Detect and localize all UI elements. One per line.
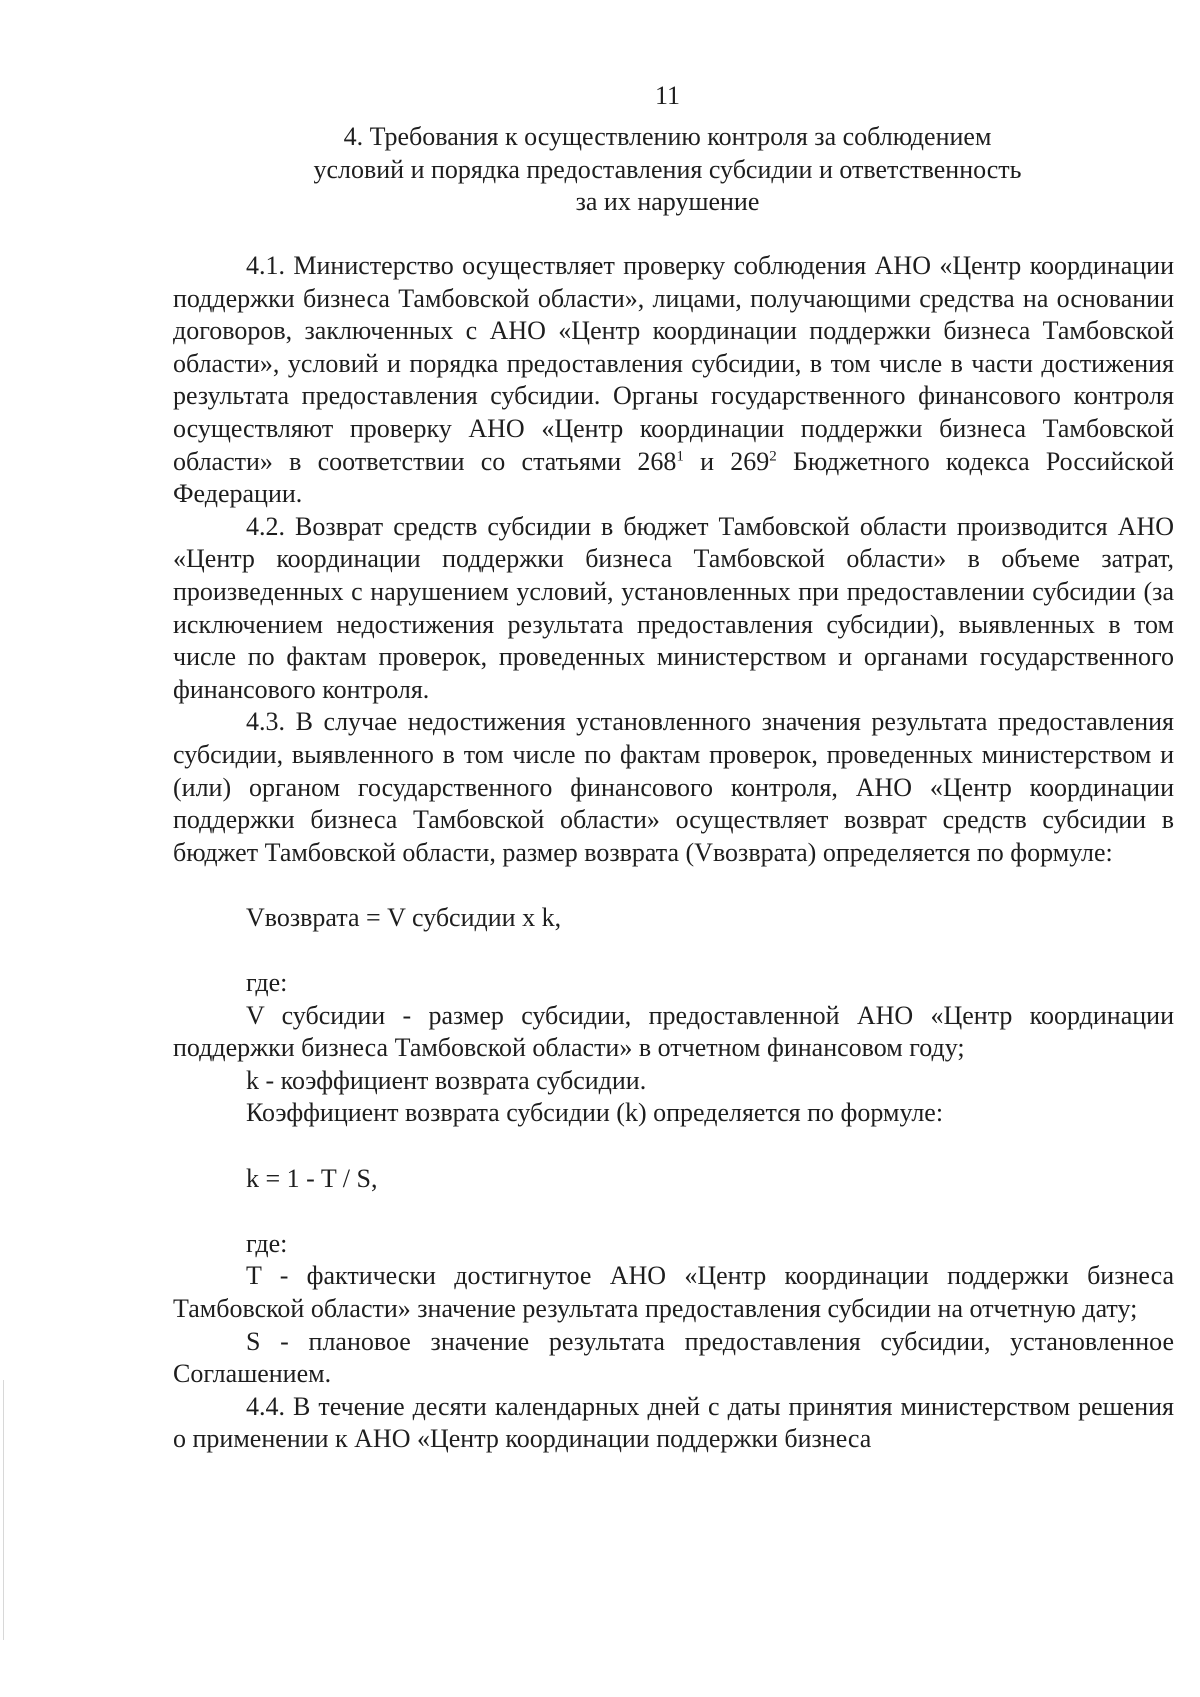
superscript-2: 2 — [769, 447, 777, 464]
paragraph-4-1-text-b: и 269 — [683, 446, 770, 476]
paragraph-4-1 — [173, 250, 1174, 511]
formula-coefficient: k = 1 - T / S, — [246, 1163, 378, 1193]
paragraph-4-2: 4.2. Возврат средств субсидии в бюджет Тамбовской области производится АНО «Центр координации поддержки бизнеса Тамбовской области» в объеме затрат, произведенных с нарушением условий, установленных при предоставлении субсидии (за исключением недостижения результата предоставления субсидии), выявленных в том числе по фактам проверок, проведенных министерством и органами государственного финансового контроля. — [173, 511, 1174, 704]
section-title-line-3: за их нарушение — [575, 187, 760, 216]
paragraph-4-1-text-a: 4.1. Министерство осуществляет проверку соблюдения АНО «Центр координации поддержки бизнеса Тамбовской области», лицами, получающими средства на основании договоров, заключенных с АНО «Центр координации поддержки бизнеса Тамбовской области», условий и порядка предоставления субсидии, в том числе в части достижения результата предоставления субсидии. Органы государственного финансового контроля осуществляют проверку АНО «Центр координации поддержки бизнеса Тамбовской области» в соответствии со статьями 268 — [173, 251, 1174, 476]
section-title-line-2: условий и порядка предоставления субсидии и ответственность — [313, 154, 1022, 184]
paragraph-4-1-text-c: Бюджетного кодекса Российской Федерации. — [173, 446, 1174, 509]
definition-s: S - плановое значение результата предоставления субсидии, установленное Соглашением. — [173, 1326, 1174, 1389]
paragraph-4-3: 4.3. В случае недостижения установленного значения результата предоставления субсидии, выявленного в том числе по фактам проверок, проведенных министерством и (или) органом государственного финансового контроля, АНО «Центр координации поддержки бизнеса Тамбовской области» осуществляет возврат средств субсидии в бюджет Тамбовской области, размер возврата (Vвозврата) определяется по формуле: — [173, 707, 1174, 867]
where-label-2: где: — [246, 1228, 288, 1258]
paragraph-4-4: 4.4. В течение десяти календарных дней с даты принятия министерством решения о применении к АНО «Центр координации поддержки бизнеса — [173, 1391, 1174, 1454]
coefficient-intro: Коэффициент возврата субсидии (k) определяется по формуле: — [246, 1098, 944, 1128]
document-body — [173, 250, 1174, 1456]
page-number: 11 — [654, 81, 681, 110]
definition-k: k - коэффициент возврата субсидии. — [246, 1065, 647, 1095]
section-title-line-1: 4. Требования к осуществлению контроля за соблюдением — [343, 122, 992, 151]
definition-t: T - фактически достигнутое АНО «Центр координации поддержки бизнеса Тамбовской области» значение результата предоставления субсидии на отчетную дату; — [173, 1261, 1174, 1323]
scan-edge-mark — [3, 1380, 4, 1640]
superscript-1: 1 — [676, 447, 684, 464]
formula-return-volume: Vвозврата = V субсидии x k, — [246, 902, 562, 932]
section-title — [240, 121, 1095, 219]
where-label-1: где: — [246, 968, 288, 998]
definition-v-subsidy: V субсидии - размер субсидии, предоставленной АНО «Центр координации поддержки бизнеса Тамбовской области» в отчетном финансовом году; — [173, 1000, 1174, 1063]
